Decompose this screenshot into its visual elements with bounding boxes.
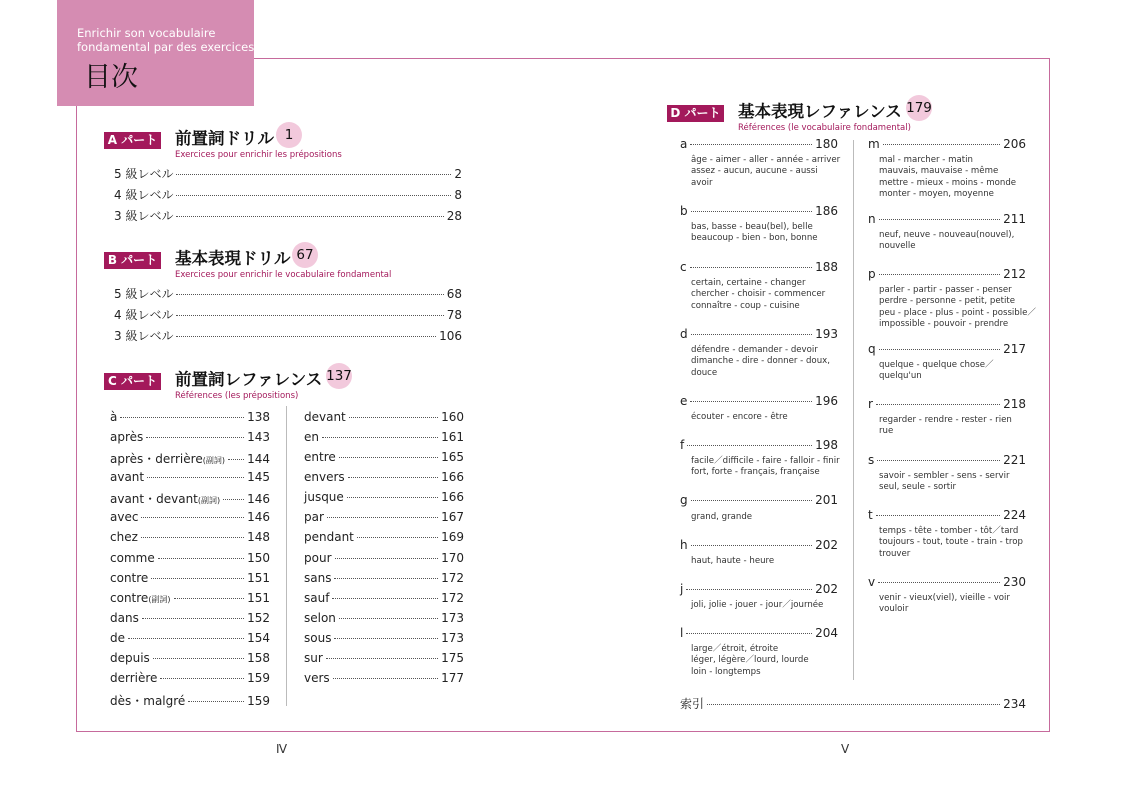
toc-entry[interactable]: h 202 [680, 538, 838, 552]
toc-entry[interactable]: contre (副詞) 151 [110, 591, 270, 605]
column-divider [853, 140, 854, 680]
word-list: neuf, neuve - nouveau(nouvel), nouvelle [879, 230, 1015, 252]
word-list: bas, basse - beau(bel), belle beaucoup - bien - bon, bonne [691, 222, 818, 244]
toc-entry[interactable]: contre 151 [110, 571, 270, 585]
toc-entry[interactable]: sur 175 [304, 651, 464, 665]
toc-entry[interactable]: de 154 [110, 631, 270, 645]
toc-entry[interactable]: 5 級レベル 2 [114, 167, 462, 181]
toc-entry[interactable]: j 202 [680, 582, 838, 596]
word-list: certain, certaine - changer chercher - choisir - commencer connaître - coup - cuisine [691, 278, 826, 311]
toc-entry[interactable]: jusque 166 [304, 490, 464, 504]
toc-entry[interactable]: m 206 [868, 137, 1026, 151]
page-title: 目次 [84, 62, 138, 93]
toc-entry[interactable]: vers 177 [304, 671, 464, 685]
toc-entry[interactable]: n 211 [868, 212, 1026, 226]
toc-entry[interactable]: devant 160 [304, 410, 464, 424]
section-title: 基本表現ドリル [175, 249, 291, 268]
word-list: haut, haute - heure [691, 556, 775, 566]
toc-entry[interactable]: depuis 158 [110, 651, 270, 665]
word-list: temps - tête - tomber - tôt／tard toujours - tout, toute - train - trop trouver [879, 526, 1023, 559]
section-title: 前置詞ドリル [175, 129, 274, 148]
toc-entry[interactable]: p 212 [868, 267, 1026, 281]
toc-entry[interactable]: derrière 159 [110, 671, 270, 685]
word-list: défendre - demander - devoir dimanche - dire - donner - doux, douce [691, 345, 830, 378]
section-page-circle: 137 [326, 363, 352, 389]
section-page-circle: 179 [906, 95, 932, 121]
toc-entry[interactable]: dès・malgré 159 [110, 694, 270, 708]
toc-entry[interactable]: d 193 [680, 327, 838, 341]
section-subtitle: Références (les prépositions) [175, 391, 299, 401]
toc-entry[interactable]: f 198 [680, 438, 838, 452]
toc-entry[interactable]: s 221 [868, 453, 1026, 467]
word-list: regarder - rendre - rester - rien rue [879, 415, 1012, 437]
toc-entry[interactable]: avant 145 [110, 470, 270, 484]
toc-entry[interactable]: 3 級レベル 28 [114, 209, 462, 223]
toc-entry[interactable]: avec 146 [110, 510, 270, 524]
word-list: écouter - encore - être [691, 412, 788, 422]
toc-entry[interactable]: avant・devant (副詞) 146 [110, 492, 270, 506]
toc-entry[interactable]: chez 148 [110, 530, 270, 544]
toc-entry[interactable]: l 204 [680, 626, 838, 640]
section-page-circle: 67 [292, 242, 318, 268]
toc-entry[interactable]: dans 152 [110, 611, 270, 625]
word-list: quelque - quelque chose／ quelqu'un [879, 360, 994, 382]
toc-entry[interactable]: pendant 169 [304, 530, 464, 544]
section-badge: A パート [104, 132, 161, 149]
section-badge: D パート [667, 105, 724, 122]
toc-entry[interactable]: g 201 [680, 493, 838, 507]
toc-entry[interactable]: sans 172 [304, 571, 464, 585]
toc-entry[interactable]: entre 165 [304, 450, 464, 464]
header-subtitle [77, 26, 257, 54]
toc-entry[interactable]: 4 級レベル 8 [114, 188, 462, 202]
toc-entry[interactable]: e 196 [680, 394, 838, 408]
word-list: grand, grande [691, 512, 753, 522]
toc-entry[interactable]: en 161 [304, 430, 464, 444]
toc-entry[interactable]: comme 150 [110, 551, 270, 565]
toc-entry[interactable]: b 186 [680, 204, 838, 218]
toc-entry[interactable]: pour 170 [304, 551, 464, 565]
toc-entry[interactable]: après・derrière (副詞) 144 [110, 452, 270, 466]
word-list: mal - marcher - matin mauvais, mauvaise - même mettre - mieux - moins - monde monter - moyen, moyenne [879, 155, 1017, 199]
page-number-right: Ⅴ [841, 742, 850, 756]
subtitle-line-2: fondamental par des exercices [77, 40, 255, 54]
page-number-left: Ⅳ [276, 742, 288, 756]
section-badge: B パート [104, 252, 161, 269]
toc-entry[interactable]: envers 166 [304, 470, 464, 484]
toc-entry[interactable]: 5 級レベル 68 [114, 287, 462, 301]
section-page-circle: 1 [276, 122, 302, 148]
toc-entry[interactable]: après 143 [110, 430, 270, 444]
section-subtitle: Références (le vocabulaire fondamental) [738, 123, 911, 133]
subtitle-line-1: Enrichir son vocabulaire [77, 26, 216, 40]
section-subtitle: Exercices pour enrichir les prépositions [175, 150, 342, 160]
toc-entry[interactable]: a 180 [680, 137, 838, 151]
column-divider [286, 406, 287, 706]
toc-entry[interactable]: v 230 [868, 575, 1026, 589]
toc-entry[interactable]: à 138 [110, 410, 270, 424]
section-subtitle: Exercices pour enrichir le vocabulaire fondamental [175, 270, 392, 280]
toc-entry[interactable]: sous 173 [304, 631, 464, 645]
toc-entry[interactable]: r 218 [868, 397, 1026, 411]
word-list: venir - vieux(viel), vieille - voir vouloir [879, 593, 1010, 615]
toc-entry[interactable]: 4 級レベル 78 [114, 308, 462, 322]
toc-entry[interactable]: selon 173 [304, 611, 464, 625]
toc-entry[interactable]: par 167 [304, 510, 464, 524]
word-list: âge - aimer - aller - année - arriver assez - aucun, aucune - aussi avoir [691, 155, 841, 188]
toc-entry[interactable]: 3 級レベル 106 [114, 329, 462, 343]
word-list: large／étroit, étroite léger, légère／lourd, lourde loin - longtemps [691, 644, 809, 677]
toc-entry[interactable]: sauf 172 [304, 591, 464, 605]
word-list: facile／difficile - faire - falloir - finir fort, forte - français, française [691, 456, 840, 478]
section-badge: C パート [104, 373, 161, 390]
section-title: 基本表現レファレンス [738, 102, 902, 121]
toc-entry[interactable]: t 224 [868, 508, 1026, 522]
word-list: savoir - sembler - sens - servir seul, seule - sortir [879, 471, 1010, 493]
word-list: parler - partir - passer - penser perdre - personne - petit, petite peu - place - plus - point - possible／ impossible - pouvoir - prendre [879, 285, 1037, 329]
word-list: joli, jolie - jouer - jour／journée [691, 600, 824, 610]
toc-entry[interactable]: q 217 [868, 342, 1026, 356]
section-title: 前置詞レファレンス [175, 370, 323, 389]
toc-entry[interactable]: c 188 [680, 260, 838, 274]
index-entry[interactable]: 索引 234 [680, 697, 1026, 711]
